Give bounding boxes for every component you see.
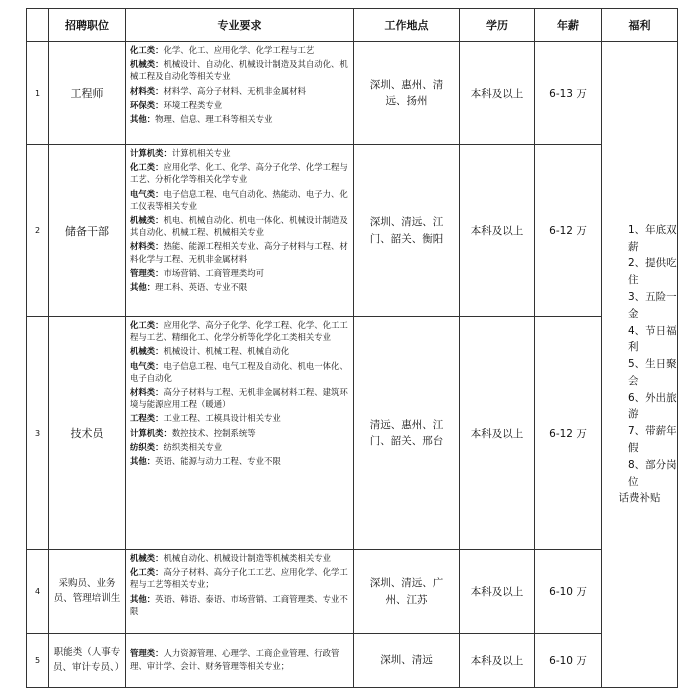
- requirement-category: 化工类：: [130, 320, 164, 330]
- requirement-text: 机械设计、自动化、机械设计制造及其自动化、机械工程及自动化等相关专业: [130, 59, 348, 82]
- requirements-cell: [126, 317, 354, 550]
- requirement-category: 其他：: [130, 455, 156, 466]
- requirement-text: 机械设计、机械工程、机械自动化: [163, 346, 290, 357]
- requirement-category: 材料类：: [130, 386, 164, 397]
- requirement-line: [130, 566, 351, 590]
- salary-cell: 6-10 万: [535, 550, 602, 634]
- table-row: [27, 317, 678, 550]
- recruitment-table: [26, 8, 678, 688]
- position-cell: 职能类（人事专员、审计专员、）: [49, 634, 126, 688]
- requirement-line: [130, 386, 351, 410]
- location-cell: 深圳、清远、江门、韶关、衡阳: [354, 145, 460, 317]
- education-cell: 本科及以上: [460, 550, 535, 634]
- header-salary: 年薪: [535, 9, 602, 42]
- salary-cell: 6-13 万: [535, 42, 602, 145]
- requirement-line: [130, 552, 351, 564]
- benefit-item: 7、带薪年假: [628, 425, 677, 455]
- requirement-line: [130, 240, 351, 264]
- requirement-line: [130, 99, 351, 111]
- benefit-item: 8、部分岗位: [628, 458, 677, 488]
- location-cell: 深圳、清远、广州、江苏: [354, 550, 460, 634]
- requirement-text: 材料学、高分子材料、无机非金属材料: [163, 85, 306, 96]
- requirement-text: 高分子材料、高分子化工工艺、应用化学、化学工程与工艺等相关专业；: [130, 567, 348, 590]
- requirement-text: 化学、化工、应用化学、化学工程与工艺: [163, 45, 315, 55]
- requirement-line: [130, 267, 351, 279]
- benefits-cell: [602, 42, 678, 688]
- requirement-category: 机械类：: [130, 346, 164, 357]
- table-row: [27, 550, 678, 634]
- header-education: 学历: [460, 9, 535, 42]
- header-benefits: 福利: [602, 9, 678, 42]
- position-cell: 工程师: [49, 42, 126, 145]
- header-index: [27, 9, 49, 42]
- requirement-category: 化工类：: [130, 162, 164, 173]
- education-cell: 本科及以上: [460, 317, 535, 550]
- requirement-line: [130, 85, 351, 97]
- requirement-category: 机械类：: [130, 553, 164, 563]
- education-cell: 本科及以上: [460, 634, 535, 688]
- education-cell: 本科及以上: [460, 42, 535, 145]
- position-cell: 技术员: [49, 317, 126, 550]
- benefit-item: 2、提供吃住: [628, 257, 677, 287]
- requirement-text: 应用化学、高分子化学、化学工程、化学、化工工程与工艺、精细化工、化学分析等化学化工类相关专业: [130, 320, 348, 343]
- header-row: [27, 9, 678, 42]
- requirement-category: 工程类：: [130, 413, 164, 424]
- row-number: 5: [27, 634, 49, 688]
- row-number: 3: [27, 317, 49, 550]
- requirements-cell: [126, 145, 354, 317]
- benefit-item: 6、外出旅游: [628, 391, 677, 421]
- requirement-line: [130, 455, 351, 467]
- requirement-text: 理工科、英语、专业不限: [155, 281, 248, 292]
- requirement-category: 纺织类：: [130, 441, 164, 452]
- benefit-item: 3、五险一金: [628, 290, 677, 320]
- requirement-line: [130, 593, 351, 617]
- requirements-cell: [126, 634, 354, 688]
- requirement-line: [130, 147, 351, 159]
- requirement-text: 机电、机械自动化、机电一体化、机械设计制造及其自动化、机械工程、机械相关专业: [130, 214, 348, 238]
- requirement-line: [130, 647, 351, 671]
- requirement-text: 人力资源管理、心理学、工商企业管理、行政管理、审计学、会计、财务管理等相关专业；: [130, 648, 340, 671]
- requirement-category: 化工类：: [130, 567, 164, 578]
- requirement-category: 材料类：: [130, 85, 164, 96]
- row-number: 1: [27, 42, 49, 145]
- requirement-text: 计算机相关专业: [171, 148, 231, 158]
- position-cell: 储备干部: [49, 145, 126, 317]
- requirement-category: 化工类：: [130, 45, 164, 55]
- requirement-text: 环境工程类专业: [163, 99, 223, 110]
- education-cell: 本科及以上: [460, 145, 535, 317]
- requirement-text: 机械自动化、机械设计制造等机械类相关专业: [163, 553, 331, 563]
- requirement-text: 数控技术、控制系统等: [171, 427, 256, 438]
- requirement-category: 电气类：: [130, 188, 164, 199]
- benefit-item: 1、年底双薪: [628, 223, 677, 253]
- requirement-text: 热能、能源工程相关专业、高分子材料与工程、材料化学与工程、无机非金属材料: [130, 241, 348, 264]
- requirement-line: [130, 360, 351, 384]
- salary-cell: 6-10 万: [535, 634, 602, 688]
- benefit-item: 5、生日聚会: [628, 358, 677, 387]
- requirement-line: [130, 412, 351, 424]
- requirement-text: 英语、韩语、泰语、市场营销、工商管理类、专业不限: [130, 593, 348, 616]
- table-row: [27, 42, 678, 145]
- requirement-line: [130, 281, 351, 293]
- requirement-line: [130, 188, 351, 212]
- salary-cell: 6-12 万: [535, 317, 602, 550]
- requirement-text: 纺织类相关专业: [163, 441, 223, 452]
- requirement-category: 计算机类：: [130, 148, 172, 158]
- requirement-text: 物理、信息、理工科等相关专业: [155, 113, 273, 124]
- salary-cell: 6-12 万: [535, 145, 602, 317]
- requirement-text: 电子信息工程、电气自动化、热能动、电子力、化工仪表等相关专业: [130, 188, 348, 211]
- requirement-category: 环保类：: [130, 99, 164, 110]
- requirement-text: 工业工程、工模具设计相关专业: [163, 413, 281, 424]
- requirement-text: 应用化学、化工、化学、高分子化学、化学工程与工艺、分析化学等相关化学专业: [130, 162, 348, 185]
- table-row: [27, 145, 678, 317]
- requirement-line: [130, 113, 351, 125]
- requirement-category: 其他：: [130, 113, 156, 124]
- header-requirements: 专业要求: [126, 9, 354, 42]
- requirement-text: 市场营销、工商管理类均可: [163, 267, 264, 278]
- requirement-category: 电气类：: [130, 360, 164, 371]
- requirement-line: [130, 345, 351, 357]
- requirement-text: 英语、能源与动力工程、专业不限: [155, 455, 281, 466]
- requirement-text: 高分子材料与工程、无机非金属材料工程、建筑环境与能源应用工程（暖通）: [130, 386, 348, 410]
- requirement-category: 机械类：: [130, 59, 164, 70]
- row-number: 2: [27, 145, 49, 317]
- header-location: 工作地点: [354, 9, 460, 42]
- requirement-category: 管理类：: [130, 267, 164, 278]
- requirements-cell: [126, 550, 354, 634]
- row-number: 4: [27, 550, 49, 634]
- requirement-line: [130, 214, 351, 238]
- location-cell: 深圳、清远: [354, 634, 460, 688]
- location-cell: 清远、惠州、江门、韶关、邢台: [354, 317, 460, 550]
- requirement-line: [130, 161, 351, 185]
- requirement-category: 其他：: [130, 281, 156, 292]
- requirement-text: 电子信息工程、电气工程及自动化、机电一体化、电子自动化: [130, 360, 348, 383]
- requirement-line: [130, 441, 351, 453]
- header-position: 招聘职位: [49, 9, 126, 42]
- benefit-item: 4、节日福利: [628, 324, 677, 354]
- requirement-category: 其他：: [130, 593, 156, 604]
- requirement-category: 管理类：: [130, 648, 164, 659]
- requirement-line: [130, 427, 351, 439]
- table-row: [27, 634, 678, 688]
- position-cell: 采购员、业务员、管理培训生: [49, 550, 126, 634]
- requirement-category: 材料类：: [130, 241, 164, 252]
- location-cell: 深圳、惠州、清远、扬州: [354, 42, 460, 145]
- requirement-category: 机械类：: [130, 214, 164, 225]
- requirement-line: [130, 44, 351, 56]
- benefit-item: 话费补贴: [618, 492, 661, 505]
- requirement-line: [130, 58, 351, 82]
- requirement-line: [130, 319, 351, 343]
- requirement-category: 计算机类：: [130, 427, 172, 438]
- requirements-cell: [126, 42, 354, 145]
